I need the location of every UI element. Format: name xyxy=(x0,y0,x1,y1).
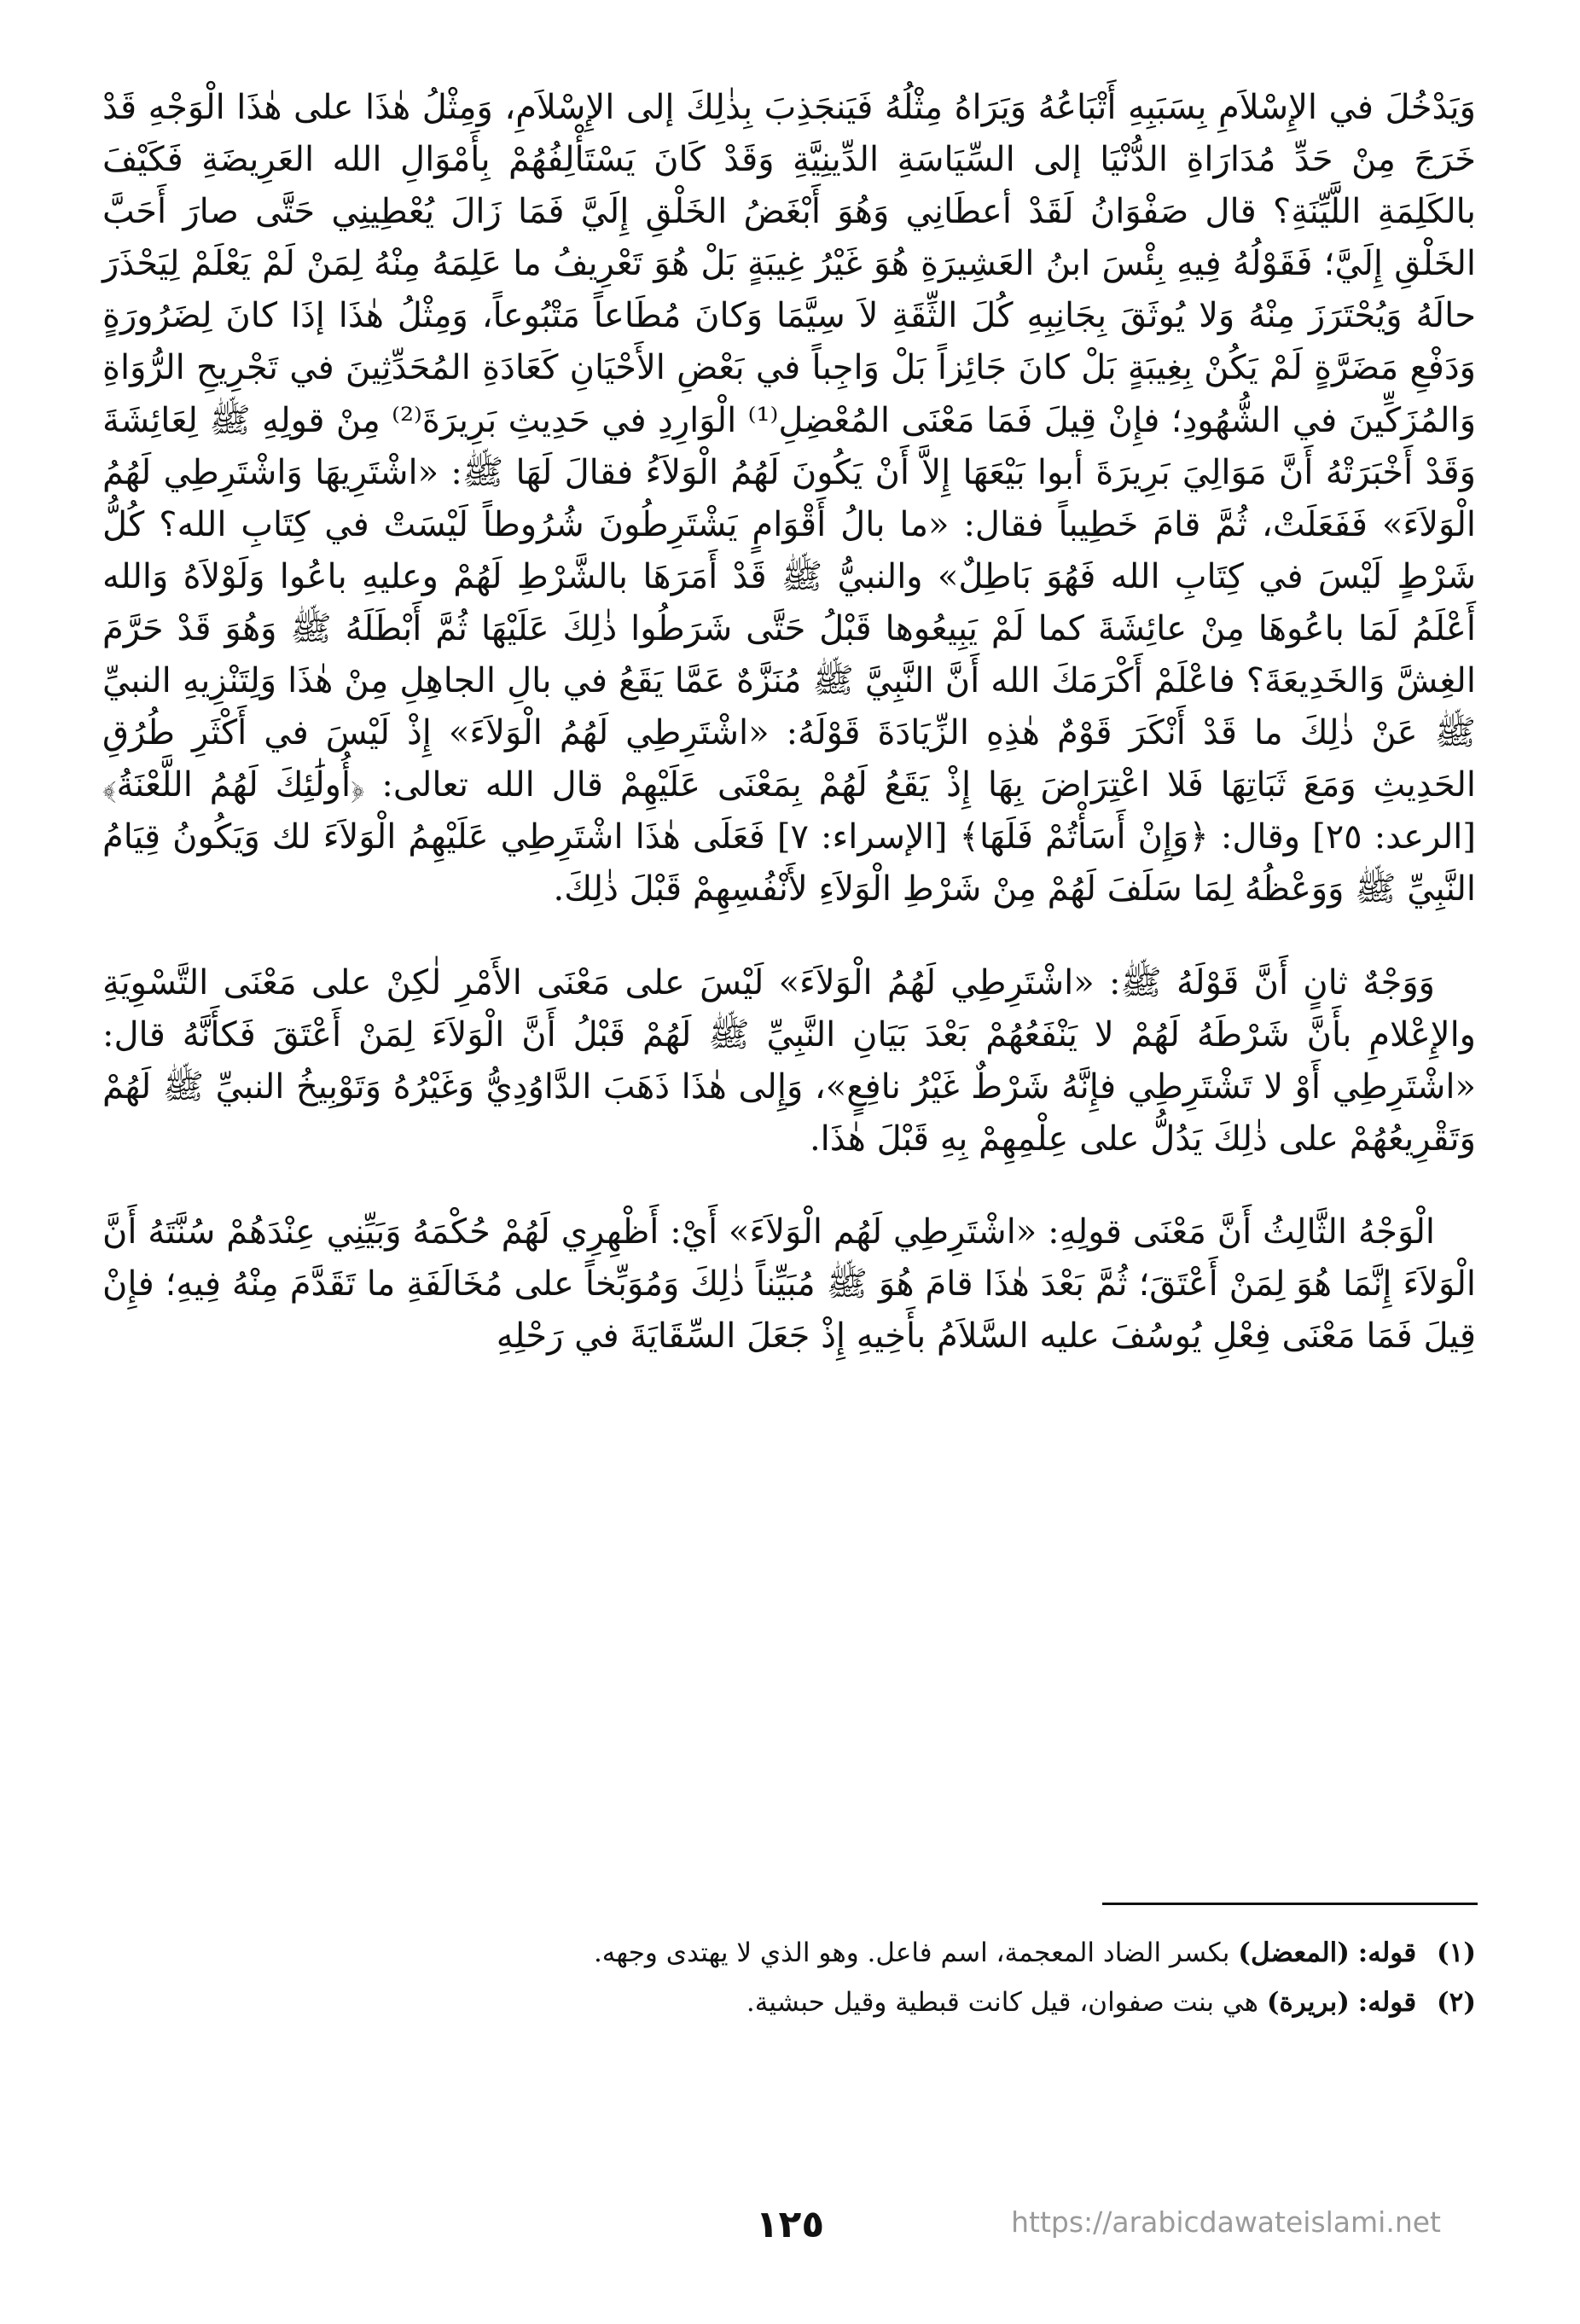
paragraph-3: الْوَجْهُ الثَّالِثُ أَنَّ مَعْنَى قولِهِ: «اشْتَرِطِي لَهُم الْوَلاَءَ» أَيْ: أَظْهِرِي لَهُمْ حُكْمَهُ وَبَيِّنِي عِنْدَهُمْ سُنَّتَهُ أَنَّ الْوَلاَءَ إِنَّمَا هُوَ لِمَنْ أَعْتَقَ؛ ثُمَّ بَعْدَ هٰذَا قامَ هُوَ ﷺ مُبَيِّناً ذٰلِكَ وَمُوَبِّخاً على مُخَالَفَةِ ما تَقَدَّمَ مِنْهُ فِيهِ؛ فإِنْ قِيلَ فَمَا مَعْنَى فِعْلِ يُوسُفَ عليه السَّلاَمُ بأَخِيهِ إِذْ جَعَلَ السِّقَايَةَ في رَحْلِهِ xyxy=(102,1211,1476,1357)
paragraph-1: وَيَدْخُلَ في الإِسْلاَمِ بِسَبَبِهِ أَتْبَاعُهُ وَيَرَاهُ مِثْلُهُ فَيَنجَذِبَ بِذٰلِكَ إلى الإِسْلاَمِ، وَمِثْلُ هٰذَا على هٰذَا الْوَجْهِ قَدْ خَرَجَ مِنْ حَدِّ مُدَارَاةِ الدُّنْيَا إلى السِّيَاسَةِ الدِّينِيَّةِ وَقَدْ كَانَ يَسْتَأْلِفُهُمْ بِأَمْوَالِ الله العَرِيضَةِ فَكَيْفَ بالكَلِمَةِ اللَّيِّنَةِ؟ قال صَفْوَانُ لَقَدْ أعطَانِي وَهُوَ أَبْغَضُ الخَلْقِ إِلَيَّ فَمَا زَالَ يُعْطِينِي حَتَّى صارَ أَحَبَّ الخَلْقِ إِلَيَّ؛ فَقَوْلُهُ فِيهِ بِئْسَ ابنُ العَشِيرَةِ هُوَ غَيْرُ غِيبَةٍ بَلْ هُوَ تَعْرِيفُ ما عَلِمَهُ مِنْهُ لِمَنْ لَمْ يَعْلَمْ لِيَحْذَرَ حالَهُ وَيُحْتَرَزَ مِنْهُ وَلا يُوثَقَ بِجَانِبِهِ كُلَ الثِّقَةِ لاَ سِيَّمَا وَكانَ مُطَاعاً مَتْبُوعاً، وَمِثْلُ هٰذَا إذَا كانَ لِضَرُورَةٍ وَدَفْعِ مَضَرَّةٍ لَمْ يَكُنْ بِغِيبَةٍ بَلْ كانَ جَائِزاً بَلْ وَاجِباً في بَعْضِ الأَحْيَانِ كَعَادَةِ المُحَدِّثِينَ في تَجْرِيحِ الرُّوَاةِ وَالمُزَكِّينَ في الشُّهُودِ؛ فإِنْ قِيلَ فَمَا مَعْنَى المُعْضِلِ⁽¹⁾ الْوَارِدِ في حَدِيثِ بَرِيرَةَ⁽²⁾ مِنْ قولِهِ ﷺ لِعَائِشَةَ وَقَدْ أَخْبَرَتْهُ أَنَّ مَوَالِيَ بَرِيرَةَ أبوا بَيْعَهَا إِلاَّ أَنْ يَكُونَ لَهُمُ الْوَلاَءُ فقالَ لَهَا ﷺ: «اشْتَرِيهَا وَاشْتَرِطِي لَهُمُ الْوَلاَءَ» فَفَعَلَتْ، ثُمَّ قامَ خَطِيباً فقال: «ما بالُ أَقْوَامٍ يَشْتَرِطُونَ شُرُوطاً لَيْسَتْ في كِتَابِ الله؟ كُلُّ شَرْطٍ لَيْسَ في كِتَابِ الله فَهُوَ بَاطِلٌ» والنبيُّ ﷺ قَدْ أَمَرَهَا بالشَّرْطِ لَهُمْ وعليهِ باعُوا وَلَوْلاَهُ وَالله أَعْلَمُ لَمَا باعُوهَا مِنْ عائِشَةَ كما لَمْ يَبِيعُوها قَبْلُ حَتَّى شَرَطُوا ذٰلِكَ عَلَيْهَا ثُمَّ أَبْطَلَهُ ﷺ وَهُوَ قَدْ حَرَّمَ الغِشَّ وَالخَدِيعَةَ؟ فاعْلَمْ أَكْرَمَكَ الله أَنَّ النَّبِيَّ ﷺ مُنَزَّهٌ عَمَّا يَقَعُ في بالِ الجاهِلِ مِنْ هٰذَا وَلِتَنْزِيهِ النبيِّ ﷺ عَنْ ذٰلِكَ ما قَدْ أَنْكَرَ قَوْمٌ هٰذِهِ الزِّيَادَةَ قَوْلَهُ: «اشْتَرِطِي لَهُمُ الْوَلاَءَ» إِذْ لَيْسَ في أَكْثَرِ طُرُقِ الحَدِيثِ وَمَعَ ثَبَاتِهَا فَلا اعْتِرَاضَ بِهَا إِذْ يَقَعُ لَهُمْ بِمَعْنَى عَلَيْهِمْ قال الله تعالى: ﴿أُولَٰئِكَ لَهُمُ اللَّعْنَةُ﴾ [الرعد: ٢٥] وقال: ﴿وَإِنْ أَسَأْتُمْ فَلَهَا﴾ [الإسراء: ٧] فَعَلَى هٰذَا اشْتَرِطِي عَلَيْهِمُ الْوَلاَءَ لك وَيَكُونُ قِيَامُ النَّبِيِّ ﷺ وَوَعْظُهُ لِمَا سَلَفَ لَهُمْ مِنْ شَرْطِ الْوَلاَءِ لأَنْفُسِهِمْ قَبْلَ ذٰلِكَ. xyxy=(102,88,1477,909)
footnote-text: هي بنت صفوان، قيل كانت قبطية وقيل حبشية. xyxy=(746,1987,1259,2018)
footnote-term: (المعضل) xyxy=(1238,1938,1350,1968)
main-text xyxy=(102,82,1476,1362)
footnotes xyxy=(102,1928,1476,2027)
footnote-label: قوله: xyxy=(1357,1987,1417,2018)
footnote-term: (بريرة) xyxy=(1266,1987,1350,2018)
paragraph-2: وَوَجْهٌ ثانٍ أَنَّ قَوْلَهُ ﷺ: «اشْتَرِطِي لَهُمُ الْوَلاَءَ» لَيْسَ على مَعْنَى الأَمْرِ لٰكِنْ على مَعْنَى التَّسْوِيَةِ والإِعْلامِ بأَنَّ شَرْطَهُ لَهُمْ لا يَنْفَعُهُمْ بَعْدَ بَيَانِ النَّبِيِّ ﷺ لَهُمْ قَبْلُ أَنَّ الْوَلاَءَ لِمَنْ أَعْتَقَ فَكأَنَّهُ قال: «اشْتَرِطِي أَوْ لا تَشْتَرِطِي فإِنَّهُ شَرْطٌ غَيْرُ نافِعٍ»، وَإِلى هٰذَا ذَهَبَ الدَّاوُدِيُّ وَغَيْرُهُ وَتَوْبِيخُ النبيِّ ﷺ لَهُمْ وَتَقْرِيعُهُمْ على ذٰلِكَ يَدُلُّ على عِلْمِهِمْ بِهِ قَبْلَ هٰذَا. xyxy=(102,962,1476,1159)
footnote-text: بكسر الضاد المعجمة، اسم فاعل. وهو الذي لا يهتدى وجهه. xyxy=(593,1938,1230,1968)
footnote-number: (١) xyxy=(1437,1938,1476,1968)
footnote-separator xyxy=(1102,1903,1478,1905)
page-number: ١٢٥ xyxy=(755,2203,825,2246)
watermark-url: https://arabicdawateislami.net xyxy=(1011,2205,1441,2239)
footnote-2 xyxy=(102,1978,1476,2027)
footnote-1 xyxy=(102,1928,1476,1978)
footnote-label: قوله: xyxy=(1357,1938,1417,1968)
footnote-number: (٢) xyxy=(1437,1987,1476,2018)
